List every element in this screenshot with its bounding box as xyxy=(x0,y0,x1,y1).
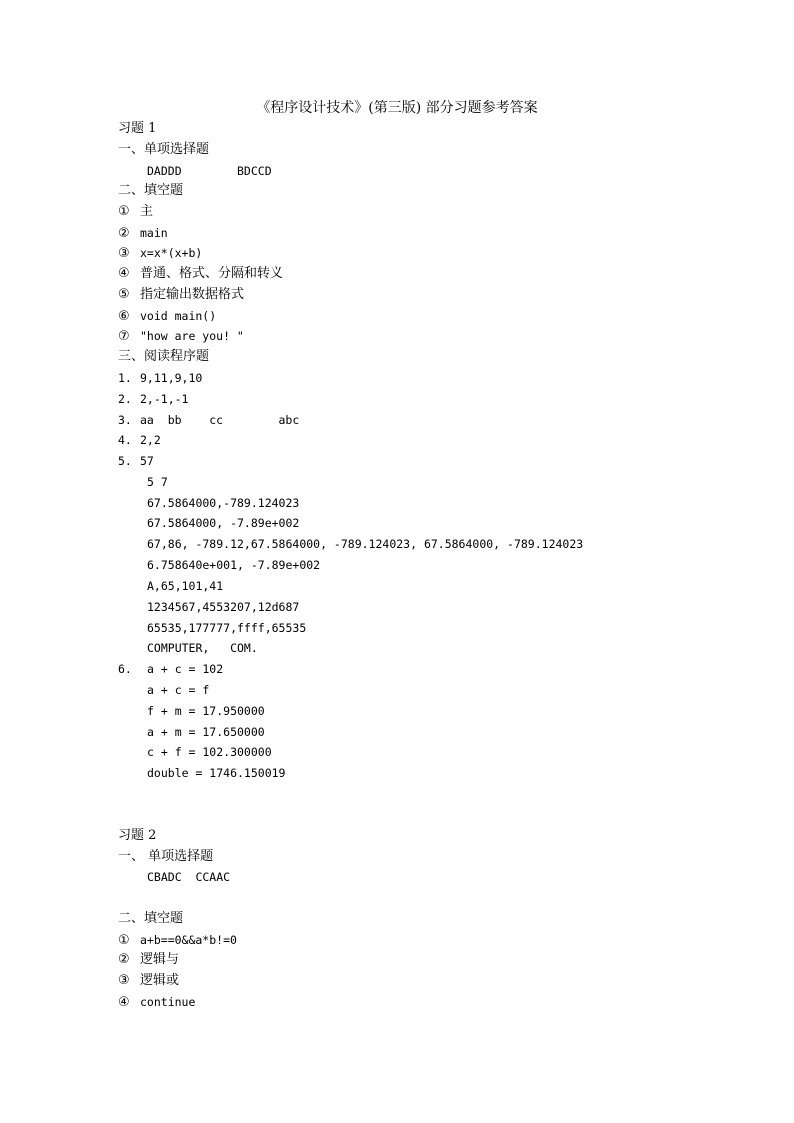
reading-answer-text: a + c = 102 xyxy=(147,662,224,676)
blank-answer-text: 普通、格式、分隔和转义 xyxy=(140,266,284,281)
blank-answer xyxy=(118,327,244,346)
reading-answer-text: aa bb cc abc xyxy=(140,413,300,427)
exercise-1-heading: 习题 1 xyxy=(118,121,157,136)
blank-answer xyxy=(118,307,216,326)
circled-number: ③ xyxy=(118,246,130,261)
question-number: 5. xyxy=(118,454,132,468)
output-line: double = 1746.150019 xyxy=(147,766,286,780)
output-line: A,65,101,41 xyxy=(147,579,224,593)
blank-answer-text: main xyxy=(140,226,168,240)
output-line: 65535,177777,ffff,65535 xyxy=(147,621,307,635)
blank-answer xyxy=(118,244,202,263)
blank-answer-text: 指定输出数据格式 xyxy=(140,287,245,302)
blank-answer xyxy=(118,951,179,969)
blank-answer xyxy=(118,993,195,1012)
reading-answer xyxy=(118,431,161,449)
blank-answer xyxy=(118,931,237,950)
circled-number: ③ xyxy=(118,973,130,988)
section-single-choice-heading: 一、 单项选择题 xyxy=(118,849,214,864)
output-line: 67.5864000,-789.124023 xyxy=(147,496,300,510)
reading-answer xyxy=(118,660,223,678)
section-fill-blank-heading: 二、填空题 xyxy=(118,911,184,926)
circled-number: ① xyxy=(118,933,130,948)
question-number: 2. xyxy=(118,392,132,406)
blank-answer-text: void main() xyxy=(140,309,217,323)
output-line: a + c = f xyxy=(147,683,210,697)
reading-answer xyxy=(118,452,154,470)
blank-answer-text: x=x*(x+b) xyxy=(140,246,203,260)
circled-number: ⑦ xyxy=(118,329,130,344)
circled-number: ④ xyxy=(118,995,130,1010)
circled-number: ⑤ xyxy=(118,287,130,302)
reading-answer-text: 2,2 xyxy=(140,433,161,447)
circled-number: ② xyxy=(118,952,130,967)
output-line: 5 7 xyxy=(147,475,168,489)
exercise-2-heading: 习题 2 xyxy=(118,828,157,843)
blank-answer-text: continue xyxy=(140,995,196,1009)
reading-answer-text: 9,11,9,10 xyxy=(140,371,203,385)
blank-answer-text: "how are you! " xyxy=(140,329,244,343)
reading-answer xyxy=(118,390,188,408)
output-line: c + f = 102.300000 xyxy=(147,745,272,759)
output-line: 1234567,4553207,12d687 xyxy=(147,600,300,614)
question-number: 3. xyxy=(118,413,132,427)
document-title: 《程序设计技术》(第三版) 部分习题参考答案 xyxy=(256,100,538,116)
blank-answer xyxy=(118,286,244,304)
output-line: f + m = 17.950000 xyxy=(147,704,265,718)
output-line: a + m = 17.650000 xyxy=(147,725,265,739)
section-fill-blank-heading: 二、填空题 xyxy=(118,183,184,198)
reading-answer-text: 2,-1,-1 xyxy=(140,392,189,406)
reading-answer xyxy=(118,369,202,387)
output-line: 67.5864000, -7.89e+002 xyxy=(147,516,300,530)
circled-number: ⑥ xyxy=(118,309,130,324)
question-number: 6. xyxy=(118,662,132,676)
blank-answer-text: 主 xyxy=(140,204,154,219)
single-choice-answers: DADDD BDCCD xyxy=(147,164,272,178)
question-number: 4. xyxy=(118,433,132,447)
output-line: COMPUTER, COM. xyxy=(147,641,258,655)
blank-answer-text: 逻辑与 xyxy=(140,952,180,967)
blank-answer-text: a+b==0&&a*b!=0 xyxy=(140,933,237,947)
blank-answer-text: 逻辑或 xyxy=(140,973,180,988)
blank-answer xyxy=(118,203,153,221)
circled-number: ② xyxy=(118,226,130,241)
section-single-choice-heading: 一、单项选择题 xyxy=(118,142,210,157)
circled-number: ① xyxy=(118,204,130,219)
blank-answer xyxy=(118,972,179,990)
section-reading-heading: 三、阅读程序题 xyxy=(118,349,210,364)
reading-answer xyxy=(118,411,299,429)
blank-answer xyxy=(118,265,283,283)
output-line: 6.758640e+001, -7.89e+002 xyxy=(147,558,321,572)
output-line: 67,86, -789.12,67.5864000, -789.124023, 67.5864000, -789.124023 xyxy=(147,537,584,551)
question-number: 1. xyxy=(118,371,132,385)
single-choice-answers: CBADC CCAAC xyxy=(147,870,231,884)
reading-answer-text: 57 xyxy=(140,454,154,468)
circled-number: ④ xyxy=(118,266,130,281)
blank-answer xyxy=(118,224,168,243)
